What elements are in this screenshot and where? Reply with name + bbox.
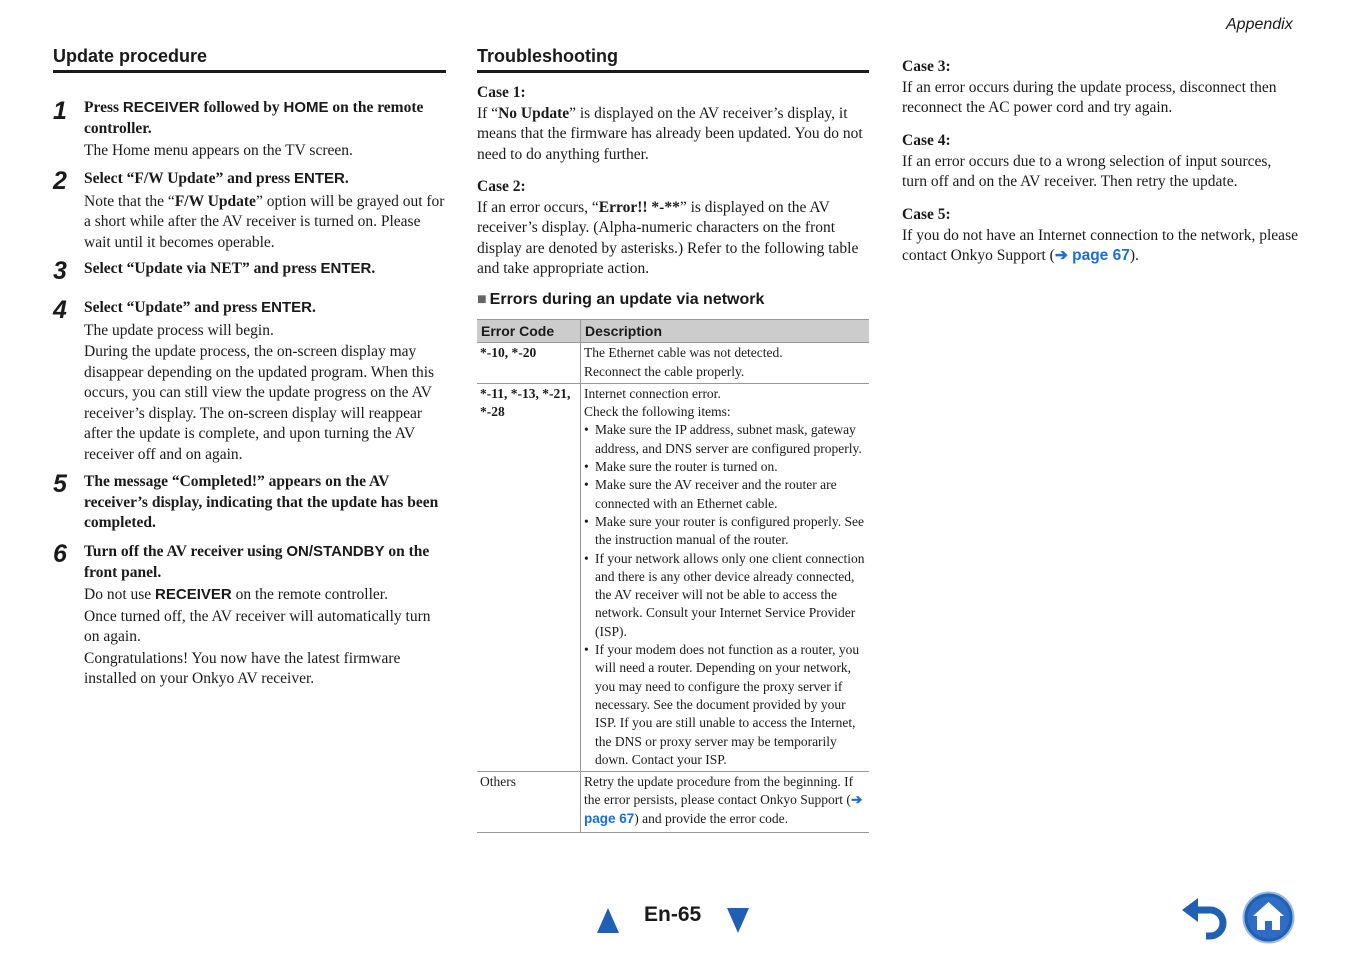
step-2-title: Select “F/W Update” and press ENTER. — [84, 170, 349, 187]
step-5 — [84, 472, 446, 535]
table-row — [477, 383, 869, 771]
case-2 — [477, 177, 869, 280]
page-67-link[interactable]: ➔ page 67 — [584, 792, 863, 826]
table-row — [477, 343, 869, 384]
description-cell: The Ethernet cable was not detected. Reconnect the cable properly. — [581, 343, 870, 384]
step-2-number: 2 — [53, 167, 67, 195]
list-item: • If your network allows only one client connection and there is any other device already connected, the AV receiver will not be able to access the network. Consult your Internet Service Provider (ISP). — [584, 550, 866, 641]
page-number: En-65 — [644, 903, 702, 926]
prev-page-icon[interactable] — [597, 908, 619, 933]
case-5-title: Case 5: — [902, 206, 951, 223]
description-cell: Retry the update procedure from the beginning. If the error persists, please contact Onkyo Support (➔ page 67) and provide the error code. — [581, 772, 870, 833]
step-5-title: The message “Completed!” appears on the AV receiver’s display, indicating that the update has been completed. — [84, 473, 439, 531]
step-6-title: Turn off the AV receiver using ON/STANDBY on the front panel. — [84, 543, 430, 581]
error-code-cell: *-10, *-20 — [477, 343, 581, 384]
case-3 — [902, 57, 1298, 119]
step-3-title: Select “Update via NET” and press ENTER. — [84, 260, 376, 277]
case-1-text: If “No Update” is displayed on the AV receiver’s display, it means that the firmware has already been updated. You do not need to do anything further. — [477, 104, 863, 163]
case-1 — [477, 83, 869, 165]
step-4-body-1: The update process will begin. — [84, 321, 274, 339]
step-3 — [84, 259, 446, 281]
step-6-body-2: Once turned off, the AV receiver will automatically turn on again. — [84, 607, 431, 645]
update-procedure-heading: Update procedure — [53, 46, 446, 73]
list-item: • Make sure the AV receiver and the router are connected with an Ethernet cable. — [584, 476, 866, 513]
step-1-body: The Home menu appears on the TV screen. — [84, 142, 353, 159]
home-icon[interactable] — [1242, 891, 1295, 944]
step-4-title: Select “Update” and press ENTER. — [84, 299, 316, 316]
step-1 — [84, 98, 446, 163]
list-item: • Make sure the router is turned on. — [584, 458, 866, 476]
case-2-title: Case 2: — [477, 178, 526, 195]
step-3-number: 3 — [53, 257, 67, 285]
step-4-body-2: During the update process, the on-screen display may disappear depending on the updated program. When this occurs, you can still view the update progress on the AV receiver’s display. The on-screen display will reappear after the update is complete, and upon turning the AV receiver off and on again. — [84, 343, 435, 463]
step-1-title: Press RECEIVER followed by HOME on the remote controller. — [84, 99, 424, 137]
step-4-number: 4 — [53, 296, 67, 324]
step-4 — [84, 298, 446, 466]
troubleshooting-heading: Troubleshooting — [477, 46, 869, 73]
table-header-row — [477, 320, 869, 343]
step-6 — [84, 542, 446, 691]
case-4-text: If an error occurs due to a wrong selection of input sources, turn off and on the AV receiver. Then retry the update. — [902, 152, 1272, 190]
case-2-text: If an error occurs, “Error!! *-**” is displayed on the AV receiver’s display. (Alpha-numeric characters on the front display are denoted by asterisks.) Refer to the following table and take appropriate action. — [477, 198, 859, 277]
error-table — [477, 319, 869, 833]
errors-subheading: ■ Errors during an update via network — [477, 291, 765, 308]
case-5 — [902, 205, 1298, 267]
case-3-text: If an error occurs during the update process, disconnect then reconnect the AC power cord and try again. — [902, 78, 1277, 116]
error-code-cell: *-11, *-13, *-21, *-28 — [477, 383, 581, 771]
next-page-icon[interactable] — [727, 908, 749, 933]
step-6-body-1: Do not use RECEIVER on the remote controller. — [84, 586, 388, 603]
list-item: • Make sure the IP address, subnet mask, gateway address, and DNS server are configured properly. — [584, 421, 866, 458]
col-header-error-code: Error Code — [477, 320, 581, 343]
step-6-body-3: Congratulations! You now have the latest firmware installed on your Onkyo AV receiver. — [84, 649, 401, 687]
case-5-text: If you do not have an Internet connection to the network, please contact Onkyo Support (➔ page 67). — [902, 226, 1298, 264]
case-1-title: Case 1: — [477, 84, 526, 101]
col-header-description: Description — [581, 320, 870, 343]
checklist — [584, 421, 866, 769]
case-4-title: Case 4: — [902, 132, 951, 149]
square-bullet-icon: ■ — [477, 291, 487, 308]
error-code-cell: Others — [477, 772, 581, 833]
step-2 — [84, 169, 446, 254]
list-item: • Make sure your router is configured properly. See the instruction manual of the router. — [584, 513, 866, 550]
step-1-number: 1 — [53, 97, 67, 125]
description-cell: Internet connection error. Check the following items: • Make sure the IP address, subnet mask, gateway address, and DNS server are configured properly. • Make sure the router is turned on. • Make sure the AV receiver and the router are connected with an Ethernet cable. • Make sure your router is configured properly. See the instruction manual of the router. • If your network allows only one client connection and there is any other device already connected, the AV receiver will not be able to access the network. Consult your Internet Service Provider (ISP). • If your modem does not function as a router, you will need a router. Depending on your network, you may need to configure the proxy server if necessary. See the document provided by your ISP. If you are still unable to access the Internet, the DNS or proxy server may be temporarily down. Contact your ISP. — [581, 383, 870, 771]
case-3-title: Case 3: — [902, 58, 951, 75]
table-row — [477, 772, 869, 833]
step-6-number: 6 — [53, 540, 67, 568]
step-2-body: Note that the “F/W Update” option will be grayed out for a short while after the AV receiver is turned on. Please wait until it becomes operable. — [84, 192, 445, 251]
page-67-link[interactable]: ➔ page 67 — [1054, 247, 1130, 264]
step-5-number: 5 — [53, 470, 67, 498]
back-icon[interactable] — [1180, 896, 1230, 940]
section-label: Appendix — [1226, 16, 1293, 33]
case-4 — [902, 131, 1298, 193]
list-item: • If your modem does not function as a router, you will need a router. Depending on your network, you may need to configure the proxy server if necessary. See the document provided by your ISP. If you are still unable to access the Internet, the DNS or proxy server may be temporarily down. Contact your ISP. — [584, 641, 866, 769]
